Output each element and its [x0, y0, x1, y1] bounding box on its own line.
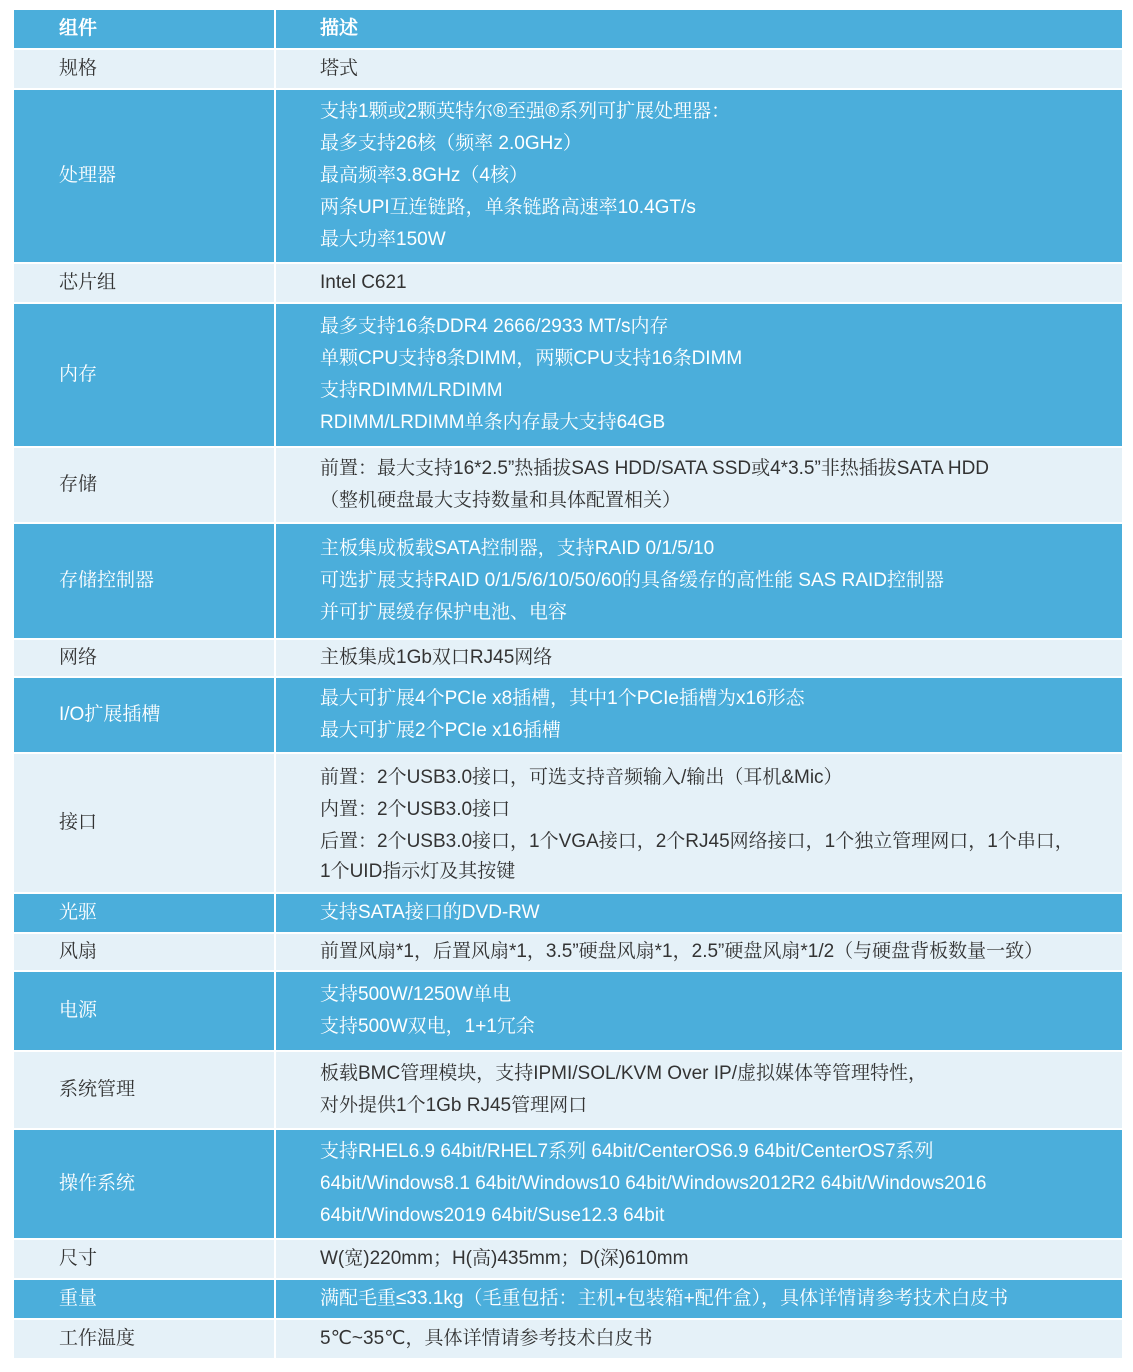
component-label: 规格: [59, 58, 98, 79]
table-header: [14, 10, 1122, 48]
component-cell: [14, 448, 274, 522]
description-line: 64bit/Windows8.1 64bit/Windows10 64bit/Windows2012R2 64bit/Windows2016: [320, 1173, 987, 1194]
component-label: 风扇: [59, 941, 98, 962]
component-label: 内存: [59, 364, 98, 385]
spec-row: [14, 640, 1122, 676]
component-cell: [14, 640, 274, 676]
description-line: 主板集成1Gb双口RJ45网络: [320, 647, 553, 668]
description-line: 板载BMC管理模块，支持IPMI/SOL/KVM Over IP/虚拟媒体等管理特性，: [320, 1063, 927, 1084]
description-line: 支持1颗或2颗英特尔®至强®系列可扩展处理器：: [320, 101, 731, 122]
component-label: 工作温度: [59, 1328, 136, 1349]
description-line: 1个UID指示灯及其按键: [320, 860, 516, 882]
spec-row: [14, 1052, 1122, 1128]
component-label: 网络: [59, 647, 98, 668]
description-cell: [276, 50, 1122, 88]
component-cell: [14, 678, 274, 752]
description-line: 最大功率150W: [320, 229, 446, 250]
description-cell: [276, 678, 1122, 752]
description-cell: [276, 90, 1122, 262]
component-cell: [14, 1280, 274, 1318]
component-cell: [14, 754, 274, 892]
description-line: 支持500W双电，1+1冗余: [320, 1016, 535, 1037]
description-cell: [276, 1280, 1122, 1318]
description-line: 可选扩展支持RAID 0/1/5/6/10/50/60的具备缓存的高性能 SAS RAID控制器: [320, 570, 944, 591]
description-line: 支持RHEL6.9 64bit/RHEL7系列 64bit/CenterOS6.9 64bit/CenterOS7系列: [320, 1141, 934, 1162]
spec-row: [14, 1240, 1122, 1278]
description-line: （整机硬盘最大支持数量和具体配置相关）: [320, 490, 682, 511]
description-line: 并可扩展缓存保护电池、电容: [320, 602, 568, 623]
header-label-component: 组件: [59, 18, 98, 39]
description-line: RDIMM/LRDIMM单条内存最大支持64GB: [320, 412, 666, 433]
component-label: 电源: [59, 1000, 98, 1021]
description-line: 最多支持26核（频率 2.0GHz）: [320, 133, 582, 154]
description-cell: [276, 640, 1122, 676]
description-cell: [276, 1240, 1122, 1278]
description-line: 前置：2个USB3.0接口，可选支持音频输入/输出（耳机&Mic）: [320, 766, 843, 788]
description-line: 满配毛重≤33.1kg（毛重包括：主机+包装箱+配件盒），具体详情请参考技术白皮书: [320, 1288, 1009, 1309]
component-cell: [14, 894, 274, 932]
description-line: 对外提供1个1Gb RJ45管理网口: [320, 1095, 588, 1116]
description-cell: [276, 1052, 1122, 1128]
header-cell-component: [14, 10, 274, 48]
spec-row: [14, 524, 1122, 638]
description-line: 内置：2个USB3.0接口: [320, 798, 511, 820]
description-line: 主板集成板载SATA控制器，支持RAID 0/1/5/10: [320, 538, 715, 559]
component-label: 操作系统: [59, 1173, 136, 1194]
component-cell: [14, 50, 274, 88]
component-cell: [14, 1130, 274, 1238]
description-line: 5℃~35℃，具体详情请参考技术白皮书: [320, 1328, 653, 1349]
header-label-description: 描述: [320, 18, 359, 39]
component-label: 光驱: [59, 902, 98, 923]
spec-row: [14, 50, 1122, 88]
description-line: 后置：2个USB3.0接口，1个VGA接口，2个RJ45网络接口，1个独立管理网口，1个串口，: [320, 830, 1074, 852]
description-line: 支持SATA接口的DVD-RW: [320, 902, 540, 923]
spec-row: [14, 678, 1122, 752]
description-line: 支持500W/1250W单电: [320, 984, 512, 1005]
component-label: 重量: [59, 1288, 98, 1309]
spec-row: [14, 972, 1122, 1050]
spec-row: [14, 90, 1122, 262]
description-line: 前置风扇*1，后置风扇*1，3.5”硬盘风扇*1，2.5”硬盘风扇*1/2（与硬盘背板数量一致）: [320, 941, 1044, 962]
description-line: W(宽)220mm；H(高)435mm；D(深)610mm: [320, 1248, 689, 1269]
description-line: 最高频率3.8GHz（4核）: [320, 165, 528, 186]
spec-row: [14, 1280, 1122, 1318]
description-line: 塔式: [320, 58, 359, 79]
description-cell: [276, 448, 1122, 522]
component-cell: [14, 304, 274, 446]
component-label: 尺寸: [59, 1248, 98, 1269]
description-line: 前置：最大支持16*2.5”热插拔SAS HDD/SATA SSD或4*3.5”非热插拔SATA HDD: [320, 458, 990, 479]
component-label: 存储: [59, 474, 98, 495]
description-line: 最大可扩展2个PCIe x16插槽: [320, 720, 561, 741]
description-line: 支持RDIMM/LRDIMM: [320, 380, 503, 401]
description-cell: [276, 1130, 1122, 1238]
description-cell: [276, 304, 1122, 446]
component-label: 处理器: [59, 165, 117, 186]
component-cell: [14, 264, 274, 302]
header-cell-description: [276, 10, 1122, 48]
spec-row: [14, 1130, 1122, 1238]
spec-row: [14, 264, 1122, 302]
description-cell: [276, 1320, 1122, 1358]
description-cell: [276, 264, 1122, 302]
spec-row: [14, 754, 1122, 892]
component-label: I/O扩展插槽: [59, 704, 161, 725]
component-label: 系统管理: [59, 1079, 136, 1100]
component-cell: [14, 972, 274, 1050]
component-cell: [14, 1052, 274, 1128]
description-line: 最大可扩展4个PCIe x8插槽，其中1个PCIe插槽为x16形态: [320, 688, 805, 709]
spec-row: [14, 1320, 1122, 1358]
spec-row: [14, 894, 1122, 932]
component-cell: [14, 934, 274, 970]
component-cell: [14, 90, 274, 262]
component-label: 存储控制器: [59, 570, 155, 591]
description-cell: [276, 934, 1122, 970]
description-cell: [276, 524, 1122, 638]
description-cell: [276, 754, 1122, 892]
component-label: 芯片组: [59, 272, 117, 293]
description-line: 最多支持16条DDR4 2666/2933 MT/s内存: [320, 316, 669, 337]
description-line: 两条UPI互连链路，单条链路高速率10.4GT/s: [320, 197, 696, 218]
component-cell: [14, 1320, 274, 1358]
spec-row: [14, 448, 1122, 522]
description-line: 单颗CPU支持8条DIMM，两颗CPU支持16条DIMM: [320, 348, 743, 369]
description-line: Intel C621: [320, 272, 407, 293]
spec-table: [14, 10, 1122, 1360]
description-line: 64bit/Windows2019 64bit/Suse12.3 64bit: [320, 1205, 665, 1226]
description-cell: [276, 972, 1122, 1050]
spec-row: [14, 934, 1122, 970]
description-cell: [276, 894, 1122, 932]
component-cell: [14, 524, 274, 638]
component-label: 接口: [59, 812, 98, 833]
spec-row: [14, 304, 1122, 446]
component-cell: [14, 1240, 274, 1278]
